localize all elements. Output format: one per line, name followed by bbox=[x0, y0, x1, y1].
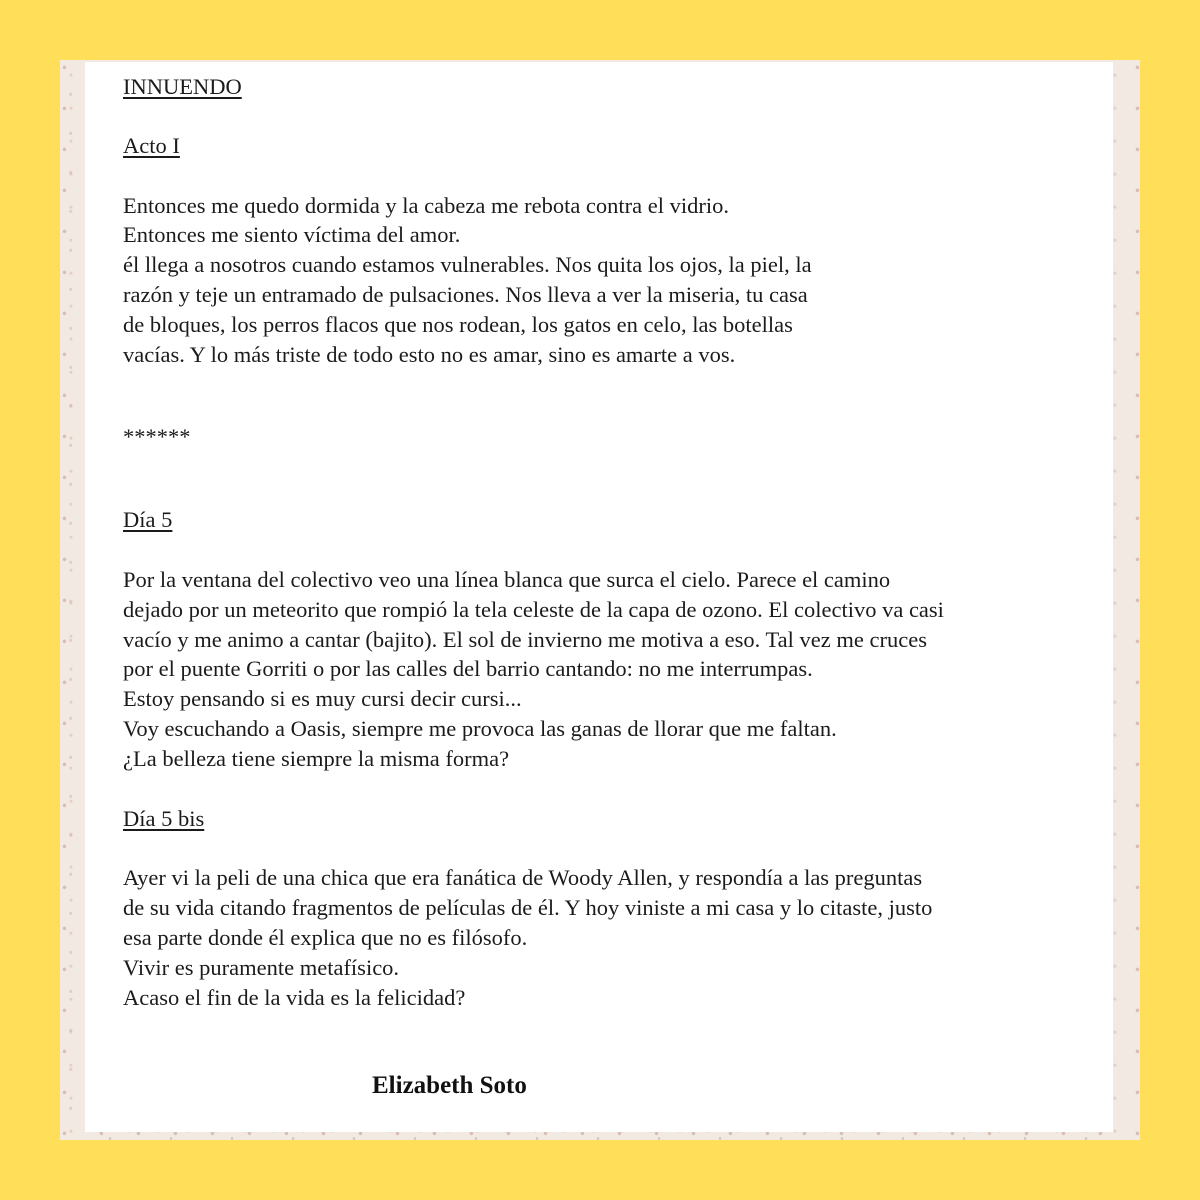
text-line: dejado por un meteorito que rompió la tela celeste de la capa de ozono. El colectivo va casi bbox=[123, 596, 944, 622]
text-line: de bloques, los perros flacos que nos rodean, los gatos en celo, las botellas bbox=[123, 311, 793, 337]
text-line: esa parte donde él explica que no es filósofo. bbox=[123, 924, 528, 950]
text-line: vacías. Y lo más triste de todo esto no es amar, sino es amarte a vos. bbox=[123, 341, 736, 367]
section-heading-dia-5: Día 5 bbox=[123, 507, 173, 533]
text-line: Acaso el fin de la vida es la felicidad? bbox=[123, 984, 466, 1010]
document-page bbox=[85, 62, 1113, 1132]
paragraph-dia-5 bbox=[123, 565, 1083, 774]
text-line: ¿La belleza tiene siempre la misma forma? bbox=[123, 745, 510, 771]
paragraph-dia-5-bis bbox=[123, 863, 1083, 1012]
text-line: razón y teje un entramado de pulsaciones. Nos lleva a ver la miseria, tu casa bbox=[123, 281, 808, 307]
text-line: de su vida citando fragmentos de películas de él. Y hoy viniste a mi casa y lo citaste, justo bbox=[123, 895, 933, 921]
document-title: INNUENDO bbox=[123, 74, 242, 99]
document-body bbox=[123, 72, 1083, 1012]
paragraph-acto-1 bbox=[123, 191, 1083, 370]
separator-asterisks: ****** bbox=[123, 424, 191, 450]
author-signature: Elizabeth Soto bbox=[372, 1072, 527, 1099]
text-line: por el puente Gorriti o por las calles del barrio cantando: no me interrumpas. bbox=[123, 656, 813, 682]
text-line: Estoy pensando si es muy cursi decir cursi... bbox=[123, 686, 522, 712]
text-line: Vivir es puramente metafísico. bbox=[123, 954, 400, 980]
text-line: vacío y me animo a cantar (bajito). El sol de invierno me motiva a eso. Tal vez me cruces bbox=[123, 626, 927, 652]
text-line: él llega a nosotros cuando estamos vulnerables. Nos quita los ojos, la piel, la bbox=[123, 252, 812, 278]
text-line: Por la ventana del colectivo veo una línea blanca que surca el cielo. Parece el camino bbox=[123, 566, 891, 592]
section-heading-acto-1: Acto I bbox=[123, 132, 180, 158]
section-heading-dia-5-bis: Día 5 bis bbox=[123, 805, 205, 831]
text-line: Entonces me quedo dormida y la cabeza me rebota contra el vidrio. bbox=[123, 192, 730, 218]
text-line: Entonces me siento víctima del amor. bbox=[123, 222, 461, 248]
text-line: Voy escuchando a Oasis, siempre me provoca las ganas de llorar que me faltan. bbox=[123, 715, 837, 741]
text-line: Ayer vi la peli de una chica que era fanática de Woody Allen, y respondía a las preguntas bbox=[123, 865, 923, 891]
